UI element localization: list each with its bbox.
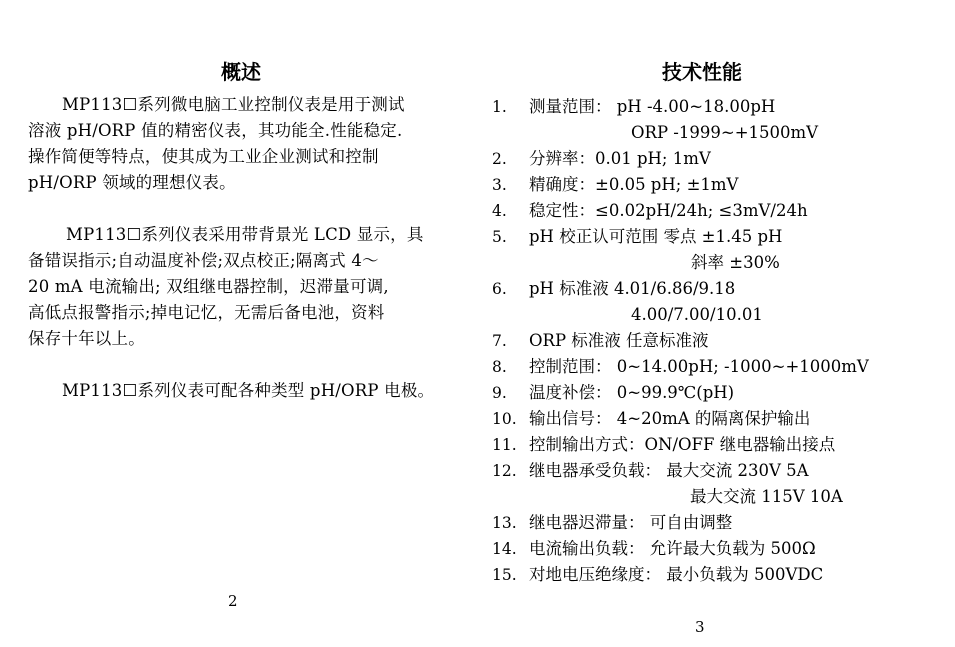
paragraph-line: 备错误指示;自动温度补偿;双点校正;隔离式 4～ [28, 251, 379, 270]
spec-item [492, 224, 932, 250]
page-number-right: 3 [695, 618, 705, 636]
paragraph-line: 高低点报警指示;掉电记忆，无需后备电池，资料 [28, 303, 385, 322]
paragraph-line: 保存十年以上。 [28, 329, 145, 348]
spec-item [492, 380, 932, 406]
overview-paragraph-2 [28, 222, 460, 352]
spec-number: 6. [492, 280, 507, 298]
spec-number: 2. [492, 150, 507, 168]
spec-item [492, 276, 932, 302]
paragraph-line: MP113☐系列仪表可配各种类型 pH/ORP 电极。 [62, 381, 435, 400]
paragraph-line: pH/ORP 领域的理想仪表。 [28, 173, 236, 192]
spec-continuation [492, 302, 932, 328]
overview-title: 概述 [221, 60, 261, 84]
specs-title: 技术性能 [662, 60, 742, 84]
paragraph-line: 20 mA 电流输出; 双组继电器控制，迟滞量可调, [28, 277, 389, 296]
spec-text: 分辨率：0.01 pH; 1mV [529, 149, 711, 168]
spec-number: 15. [492, 566, 517, 584]
spec-number: 13. [492, 514, 517, 532]
spec-item [492, 510, 932, 536]
spec-number: 4. [492, 202, 507, 220]
paragraph-line: 溶液 pH/ORP 值的精密仪表，其功能全.性能稳定. [28, 121, 403, 140]
spec-item [492, 198, 932, 224]
spec-text: 电流输出负载： 允许最大负载为 500Ω [529, 539, 816, 558]
spec-item [492, 328, 932, 354]
spec-text-continuation: 4.00/7.00/10.01 [631, 305, 763, 324]
spec-text: 稳定性：≤0.02pH/24h; ≤3mV/24h [529, 201, 808, 220]
spec-item [492, 562, 932, 588]
spec-number: 10. [492, 410, 517, 428]
spec-continuation [492, 484, 932, 510]
spec-text: ORP 标准液 任意标准液 [529, 331, 709, 350]
paragraph-line: MP113☐系列仪表采用带背景光 LCD 显示，具 [66, 225, 424, 244]
spec-text: 继电器承受负载： 最大交流 230V 5A [529, 461, 809, 480]
overview-paragraph-1 [28, 92, 460, 196]
spec-text: 输出信号： 4~20mA 的隔离保护输出 [529, 409, 811, 428]
spec-text: 对地电压绝缘度： 最小负载为 500VDC [529, 565, 824, 584]
spec-item [492, 172, 932, 198]
spec-text: 温度补偿： 0~99.9℃(pH) [529, 383, 735, 402]
page-number-left: 2 [228, 592, 238, 610]
spec-text: 测量范围： pH -4.00~18.00pH [529, 97, 776, 116]
spec-item [492, 354, 932, 380]
spec-item [492, 536, 932, 562]
spec-number: 14. [492, 540, 517, 558]
spec-number: 8. [492, 358, 507, 376]
spec-text-continuation: 斜率 ±30% [691, 253, 780, 272]
spec-text: 精确度：±0.05 pH; ±1mV [529, 175, 739, 194]
spec-text-continuation: 最大交流 115V 10A [690, 487, 843, 506]
spec-list [492, 94, 932, 588]
spec-item [492, 458, 932, 484]
spec-item [492, 146, 932, 172]
spec-item [492, 406, 932, 432]
spec-number: 3. [492, 176, 507, 194]
spec-number: 12. [492, 462, 517, 480]
spec-number: 7. [492, 332, 507, 350]
spec-text: 控制输出方式：ON/OFF 继电器输出接点 [529, 435, 836, 454]
spec-continuation [492, 120, 932, 146]
spec-text: pH 校正认可范围 零点 ±1.45 pH [529, 227, 783, 246]
spec-number: 1. [492, 98, 507, 116]
spec-text: 继电器迟滞量： 可自由调整 [529, 513, 733, 532]
spec-text-continuation: ORP -1999~+1500mV [631, 123, 819, 142]
spec-item [492, 94, 932, 120]
spec-number: 9. [492, 384, 507, 402]
spec-text: 控制范围： 0~14.00pH; -1000~+1000mV [529, 357, 869, 376]
spec-number: 5. [492, 228, 507, 246]
spec-item [492, 432, 932, 458]
spec-number: 11. [492, 436, 517, 454]
paragraph-line: MP113☐系列微电脑工业控制仪表是用于测试 [62, 95, 405, 114]
spec-text: pH 标准液 4.01/6.86/9.18 [529, 279, 736, 298]
spec-continuation [492, 250, 932, 276]
paragraph-line: 操作简便等特点，使其成为工业企业测试和控制 [28, 147, 379, 166]
overview-paragraph-3 [28, 378, 460, 404]
